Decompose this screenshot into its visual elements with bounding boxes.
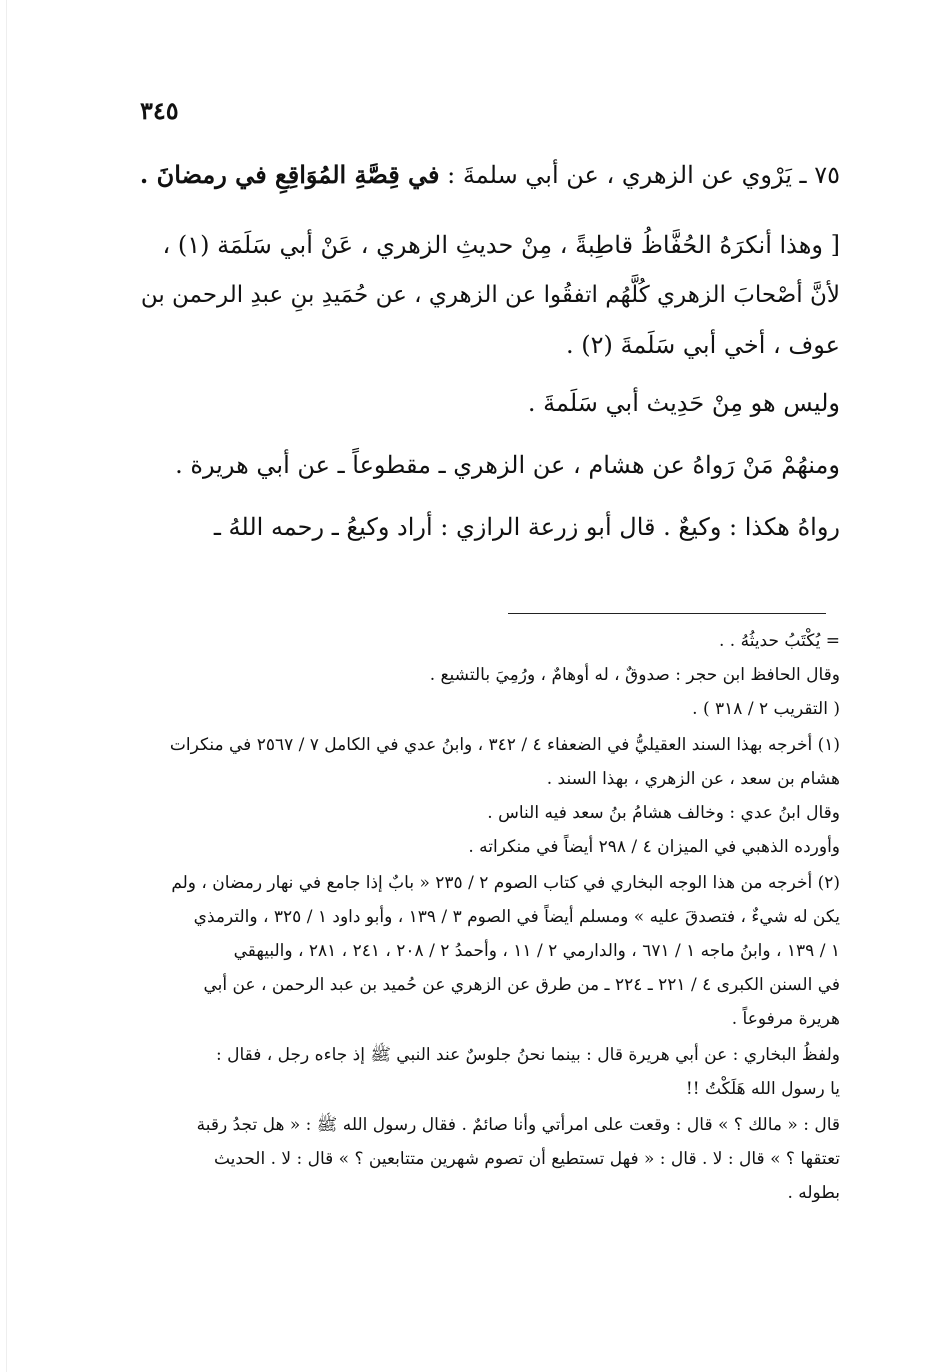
footnote-line: وقال الحافظ ابن حجر : صدوقٌ ، له أوهامٌ ، ورُمِيَ بالتشيع .: [429, 665, 840, 685]
footnote-line: وأورده الذهبي في الميزان ٤ / ٢٩٨ أيضاً في منكراته .: [468, 837, 840, 857]
footnote-line: (٢) أخرجه من هذا الوجه البخاري في كتاب الصوم ٢ / ٢٣٥ « بابٌ إذا جامع في نهار رمضان ، ولم: [171, 873, 840, 893]
main-line: ومنهُمْ مَنْ رَواهُ عن هشام ، عن الزهري ـ مقطوعاً ـ عن أبي هريرة .: [175, 451, 840, 479]
footnote-line: في السنن الكبرى ٤ / ٢٢١ ـ ٢٢٤ ـ من طرق عن الزهري عن حُميد بن عبد الرحمن ، عن أبي: [203, 975, 840, 995]
footnote-line: هشام بن سعد ، عن الزهري ، بهذا السند .: [546, 769, 840, 789]
page-gutter: [6, 0, 7, 1372]
footnote-line: بطوله .: [787, 1183, 840, 1203]
footnote-line: وقال ابنُ عدي : وخالف هشامُ بنُ سعد فيه الناس .: [487, 803, 840, 823]
footnote-line: ١ / ١٣٩ ، وابنُ ماجه ١ / ٦٧١ ، والدارمي ٢ / ١١ ، وأحمدُ ٢ / ٢٠٨ ، ٢٤١ ، ٢٨١ ، والبيهقي: [233, 941, 840, 961]
footnote-line: = يُكْتَبُ حديثُهُ . .: [718, 631, 840, 651]
footnote-line: تعتقها ؟ » قال : لا . قال : « فهل تستطيع أن تصوم شهرين متتابعين ؟ » قال : لا . الحديث: [213, 1149, 840, 1169]
footnote-line: ( التقريب ٢ / ٣١٨ ) .: [692, 699, 840, 719]
footnote-line: ولفظُ البخاري : عن أبي هريرة قال : بينما نحنُ جلوسٌ عند النبي ﷺ إذ جاءه رجل ، فقال :: [215, 1045, 840, 1065]
main-line: عوف ، أخي أبي سَلَمةَ (٢) .: [565, 331, 840, 359]
entry-heading-bold: في قِصَّةِ المُوَاقِعِ في رمضانَ .: [139, 160, 440, 189]
footnote-separator: [508, 613, 826, 614]
page-number: ٣٤٥: [140, 96, 179, 125]
main-line: لأنَّ أصْحابَ الزهري كُلَّهُم اتفقُوا عن الزهري ، عن حُمَيدِ بنِ عبدِ الرحمن بن: [140, 282, 840, 308]
entry-heading: [140, 160, 840, 190]
main-line: [ وهذا أنكرَهُ الحُفَّاظُ قاطِبةً ، مِنْ حديثِ الزهري ، عَنْ أبي سَلَمَة (١) ،: [162, 231, 840, 259]
footnote-line: يكن له شيءٌ ، فتصدقَ عليه » ومسلم أيضاً في الصوم ٣ / ١٣٩ ، وأبو داود ١ / ٣٢٥ ، والترمذي: [193, 907, 840, 927]
footnote-line: قال : « مالك ؟ » قال : وقعت على امرأتي وأنا صائمٌ . فقال رسول الله ﷺ : « هل تجدُ رقبة: [196, 1115, 840, 1135]
footnote-line: هريرة مرفوعاً .: [731, 1009, 840, 1029]
footnote-line: (١) أخرجه بهذا السند العقيليُّ في الضعفاء ٤ / ٣٤٢ ، وابنُ عدي في الكامل ٧ / ٢٥٦٧ في منكرات: [169, 735, 840, 755]
footnote-line: يا رسول الله هَلَكْتُ !!: [685, 1079, 840, 1099]
main-line: وليس هو مِنْ حَدِيث أبي سَلَمةَ .: [527, 389, 840, 417]
main-line: رواهُ هكذا : وكيعٌ . قال أبو زرعة الرازي : أراد وكيعُ ـ رحمه اللهُ ـ: [213, 513, 840, 541]
entry-heading-prefix: ٧٥ ـ يَرْوي عن الزهري ، عن أبي سلمةَ :: [439, 161, 840, 189]
